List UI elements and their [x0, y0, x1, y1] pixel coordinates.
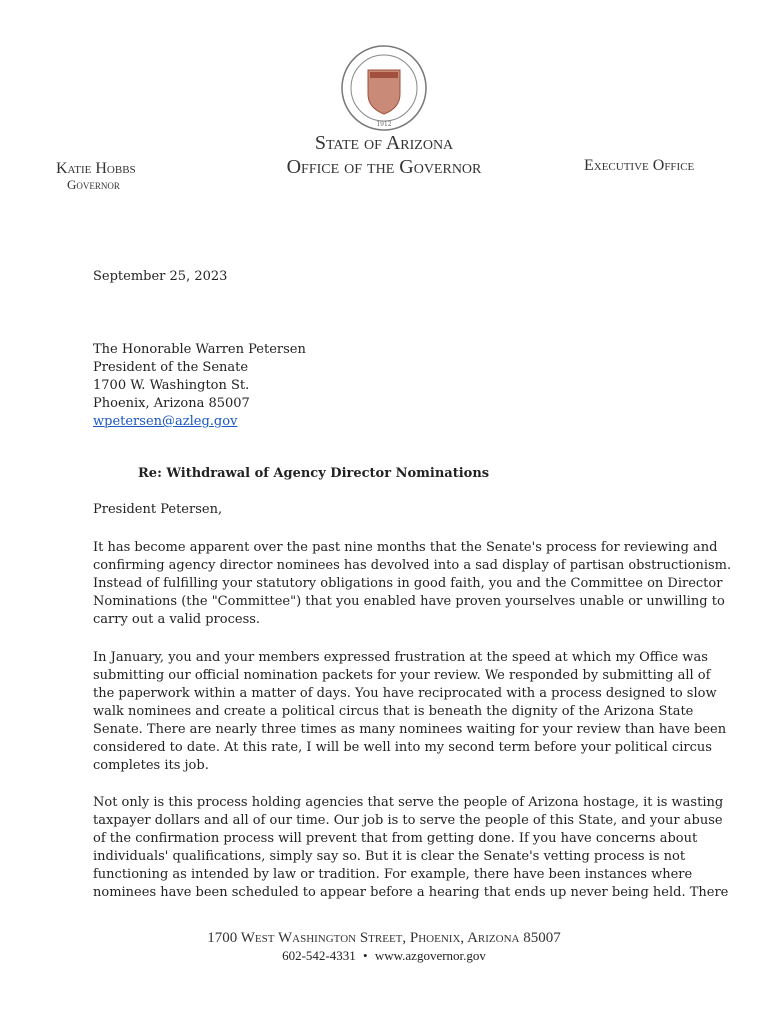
footer-address: 1700 West Washington Street, Phoenix, Arizona 85007	[207, 930, 561, 946]
paragraph-line: the paperwork within a matter of days. You have reciprocated with a process designed to slow	[93, 686, 717, 701]
paragraph-line: nominees have been scheduled to appear before a hearing that ends up never being held. There	[93, 885, 729, 900]
letterhead-office: Office of the Governor	[286, 156, 482, 178]
address-line: The Honorable Warren Petersen	[93, 342, 306, 357]
paragraph-line: Nominations (the "Committee") that you enabled have proven yourselves unable or unwilling to	[93, 594, 725, 609]
footer-contact	[0, 948, 768, 964]
paragraph-line: of the confirmation process will prevent that from getting done. If you have concerns about	[93, 831, 698, 846]
salutation: President Petersen,	[93, 502, 223, 517]
paragraph-line: Not only is this process holding agencies that serve the people of Arizona hostage, it is wasting	[93, 795, 724, 810]
paragraph-line: considered to date. At this rate, I will be well into my second term before your political circus	[93, 740, 712, 755]
arizona-state-seal	[340, 44, 428, 132]
governor-title: Governor	[67, 177, 120, 192]
executive-office: Executive Office	[584, 157, 695, 174]
footer-bullet: •	[363, 948, 368, 963]
paragraph-line: completes its job.	[93, 758, 209, 773]
paragraph-line: In January, you and your members expressed frustration at the speed at which my Office was	[93, 650, 708, 665]
address-line: President of the Senate	[93, 360, 249, 375]
footer-phone: 602-542-4331	[282, 948, 356, 963]
paragraph-line: Senate. There are nearly three times as many nominees waiting for your review than have been	[93, 722, 727, 737]
email-link[interactable]: wpetersen@azleg.gov	[93, 414, 238, 429]
address-line: 1700 W. Washington St.	[93, 378, 250, 393]
governor-name: Katie Hobbs	[56, 160, 136, 177]
svg-text:1912: 1912	[376, 121, 392, 128]
subject-line: Re: Withdrawal of Agency Director Nominations	[138, 466, 490, 481]
paragraph-line: taxpayer dollars and all of our time. Our job is to serve the people of this State, and your abuse	[93, 813, 723, 828]
paragraph-line: carry out a valid process.	[93, 612, 261, 627]
paragraph-line: walk nominees and create a political circus that is beneath the dignity of the Arizona State	[93, 704, 694, 719]
letter-date: September 25, 2023	[93, 269, 228, 284]
paragraph-line: confirming agency director nominees has devolved into a sad display of partisan obstructionism.	[93, 558, 732, 573]
letterhead-state: State of Arizona	[314, 132, 454, 154]
paragraph-line: Instead of fulfilling your statutory obligations in good faith, you and the Committee on Director	[93, 576, 723, 591]
paragraph-line: submitting our official nomination packets for your review. We responded by submitting all of	[93, 668, 711, 683]
paragraph-line: functioning as intended by law or tradition. For example, there have been instances where	[93, 867, 693, 882]
address-line: Phoenix, Arizona 85007	[93, 396, 250, 411]
paragraph-line: individuals' qualifications, simply say so. But it is clear the Senate's vetting process is not	[93, 849, 686, 864]
footer-website: www.azgovernor.gov	[374, 948, 486, 963]
paragraph-line: It has become apparent over the past nine months that the Senate's process for reviewing and	[93, 540, 718, 555]
